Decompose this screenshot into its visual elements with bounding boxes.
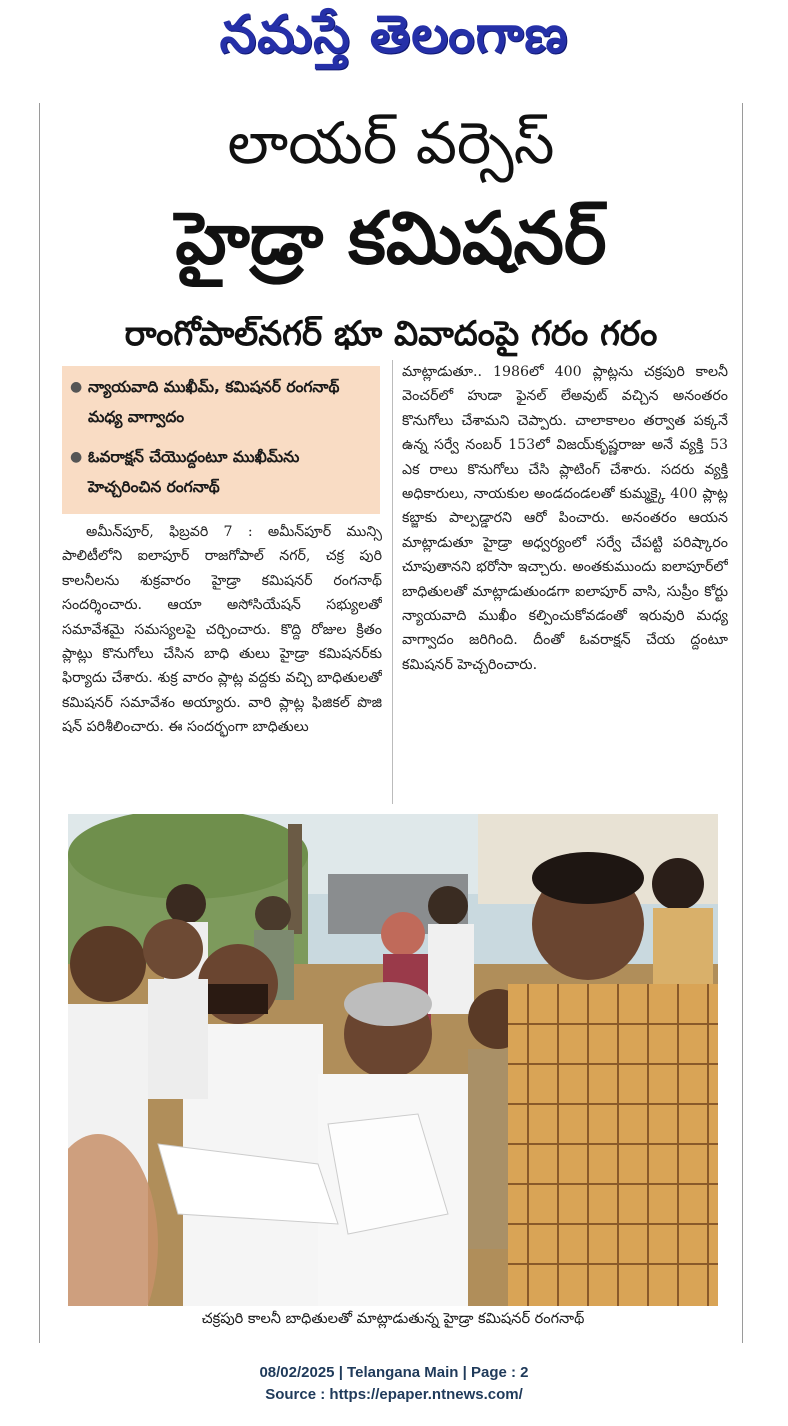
news-photo — [68, 814, 718, 1306]
footer-source: Source : https://epaper.ntnews.com/ — [265, 1386, 523, 1403]
page-frame-left-rule — [39, 103, 40, 1343]
headline-line-1: లాయర్ వర్సెస్ — [227, 109, 555, 177]
highlights-box — [62, 366, 380, 514]
masthead-title: నమస్తే తెలంగాణ — [219, 4, 569, 65]
bullet-icon: ● — [70, 449, 83, 465]
page-frame-right-rule — [742, 103, 743, 1343]
news-photo-illustration — [68, 814, 718, 1306]
column-divider — [392, 360, 393, 804]
highlight-item — [70, 442, 370, 502]
highlight-item — [70, 372, 370, 432]
article-right-column: మాట్లాడుతూ.. 1986లో 400 ప్లాట్లను చక్రపురి కాలనీ వెంచర్‌లో హుడా ఫైనల్ లేఅవుట్ వచ్చిన అనంతరం కొనుగోలు చేశామని చెప్పారు. చాలాకాలం తర్వాత పక్కనే ఉన్న సర్వే నంబర్ 153లో విజయ్‌కృష్ణరాజు అనే వ్యక్తి 53 ఎక రాలు కొనుగోలు చేసి ప్లాటింగ్ చేశారు. సదరు వ్యక్తి అధికారులు, నాయకుల అండదండలతో కుమ్మక్కై 400 ప్లాట్ల కబ్జాకు పాల్పడ్డారని ఆరో పించారు. అనంతరం ఆయన మాట్లాడుతూ హైడ్రా అధ్వర్యంలో సర్వే చేపట్టి పరిష్కారం చూపుతానని భరోసా ఇచ్చారు. అంతకుముందు ఐలాపూర్‌లో బాధితులతో మాట్లాడుతుండగా ఐలాపూర్ వాసి, సుప్రీం కోర్టు న్యాయవాది ముఖీం కల్పించుకోవడంతో ఇరువురి మధ్య వాగ్వాదం జరిగింది. దీంతో ఓవరాక్షన్ చేయ ద్దంటూ కమిషనర్ హెచ్చరించారు. — [402, 364, 728, 673]
footer-edition-info: 08/02/2025 | Telangana Main | Page : 2 — [259, 1364, 529, 1381]
subheadline-deck: రాంగోపాల్‌నగర్ భూ వివాదంపై గరం గరం — [124, 314, 658, 354]
headline-line-2: హైడ్రా కమిషనర్ — [175, 196, 607, 280]
highlight-text: న్యాయవాది ముఖీమ్, కమిషనర్ రంగనాథ్ మధ్య వాగ్వాదం — [88, 378, 340, 426]
masthead — [0, 0, 788, 82]
photo-caption: చక్రపురి కాలనీ బాధితులతో మాట్లాడుతున్న హైడ్రా కమిషనర్ రంగనాథ్ — [201, 1311, 585, 1327]
highlight-text: ఓవరాక్షన్ చేయొద్దంటూ ముఖీమ్‌ను హెచ్చరించిన రంగనాథ్ — [88, 448, 300, 496]
bullet-icon: ● — [70, 379, 83, 395]
article-left-column: అమీన్‌పూర్, ఫిబ్రవరి 7 : అమీన్‌పూర్ మున్సి పాలిటీలోని ఐలాపూర్ రాజగోపాల్ నగర్, చక్ర పురి కాలనీలను శుక్రవారం హైడ్రా కమిషనర్ రంగనాథ్ సందర్శించారు. ఆయా అసోసియేషన్ సభ్యులతో సమావేశమై సమస్యలపై చర్చించారు. కొద్ది రోజుల క్రితం ప్లాట్లు కొనుగోలు చేసిన బాధి తులు హైడ్రా కమిషనర్‌కు ఫిర్యాదు చేశారు. శుక్ర వారం ప్లాట్ల వద్దకు వచ్చి బాధితులతో కమిషనర్ సమావేశం అయ్యారు. వారి ప్లాట్ల ఫిజికల్ పొజి షన్ పరిశీలించారు. ఈ సందర్భంగా బాధితులు — [62, 524, 382, 736]
